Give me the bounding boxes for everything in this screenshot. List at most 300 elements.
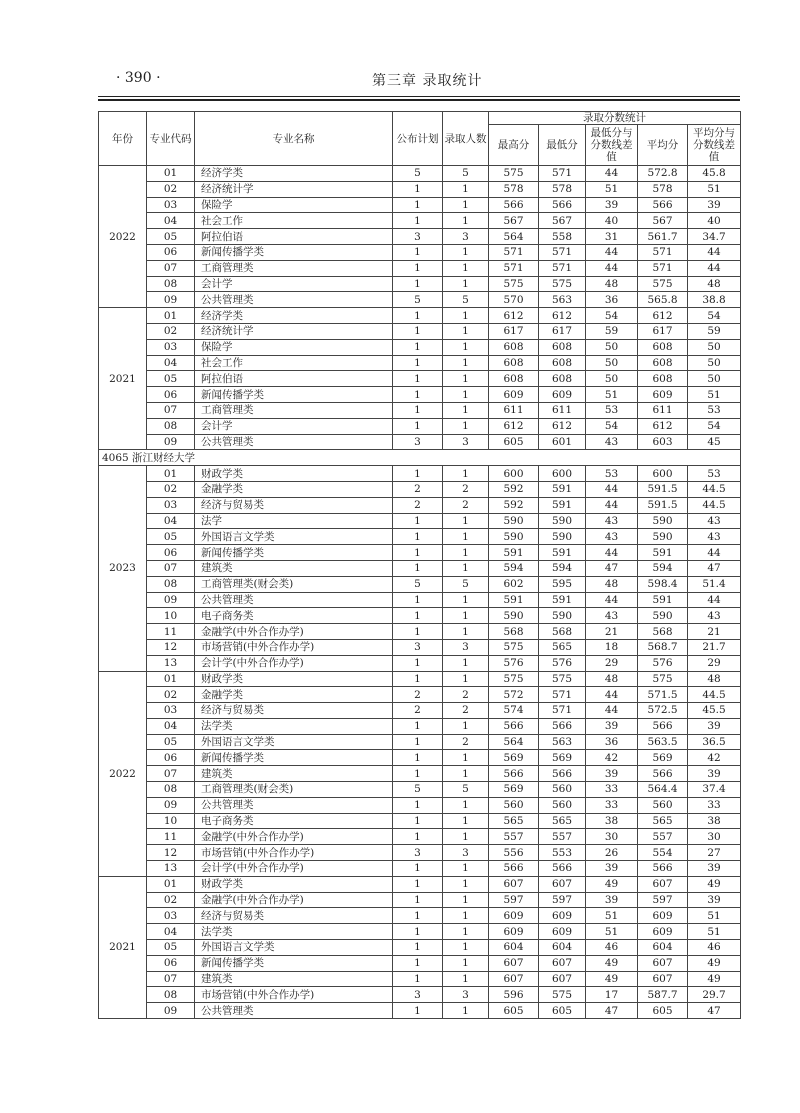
plan-cell: 1 bbox=[393, 545, 443, 561]
table-row bbox=[99, 387, 741, 403]
name-cell: 经济统计学 bbox=[195, 181, 393, 197]
admitted-cell: 2 bbox=[443, 687, 489, 703]
avg-diff-cell: 50 bbox=[688, 355, 741, 371]
min-cell: 575 bbox=[539, 276, 586, 292]
avg-cell: 568.7 bbox=[638, 639, 688, 655]
table-row bbox=[99, 323, 741, 339]
avg-cell: 605 bbox=[638, 1003, 688, 1019]
admitted-cell: 1 bbox=[443, 560, 489, 576]
code-cell: 02 bbox=[147, 323, 195, 339]
code-cell: 01 bbox=[147, 876, 195, 892]
year-cell: 2021 bbox=[99, 308, 147, 450]
admitted-cell: 2 bbox=[443, 703, 489, 719]
code-cell: 08 bbox=[147, 782, 195, 798]
admitted-cell: 1 bbox=[443, 323, 489, 339]
admitted-cell: 1 bbox=[443, 797, 489, 813]
max-cell: 566 bbox=[489, 718, 539, 734]
max-cell: 592 bbox=[489, 481, 539, 497]
avg-cell: 600 bbox=[638, 466, 688, 482]
avg-diff-cell: 43 bbox=[688, 608, 741, 624]
header-rule bbox=[98, 96, 740, 97]
min-cell: 590 bbox=[539, 529, 586, 545]
min-diff-cell: 40 bbox=[586, 213, 638, 229]
min-diff-cell: 44 bbox=[586, 260, 638, 276]
name-cell: 金融学(中外合作办学) bbox=[195, 624, 393, 640]
col-min: 最低分 bbox=[539, 125, 586, 166]
name-cell: 经济统计学 bbox=[195, 323, 393, 339]
min-diff-cell: 44 bbox=[586, 703, 638, 719]
code-cell: 06 bbox=[147, 387, 195, 403]
avg-diff-cell: 54 bbox=[688, 308, 741, 324]
min-cell: 591 bbox=[539, 497, 586, 513]
name-cell: 经济学类 bbox=[195, 166, 393, 182]
avg-cell: 608 bbox=[638, 355, 688, 371]
min-cell: 566 bbox=[539, 766, 586, 782]
max-cell: 612 bbox=[489, 418, 539, 434]
code-cell: 08 bbox=[147, 576, 195, 592]
min-diff-cell: 59 bbox=[586, 323, 638, 339]
plan-cell: 1 bbox=[393, 861, 443, 877]
col-year: 年份 bbox=[99, 112, 147, 166]
name-cell: 外国语言文学类 bbox=[195, 940, 393, 956]
table-row bbox=[99, 655, 741, 671]
name-cell: 金融学类 bbox=[195, 687, 393, 703]
avg-diff-cell: 42 bbox=[688, 750, 741, 766]
min-cell: 558 bbox=[539, 229, 586, 245]
col-min-diff: 最低分与分数线差值 bbox=[586, 125, 638, 166]
plan-cell: 1 bbox=[393, 197, 443, 213]
admitted-cell: 1 bbox=[443, 276, 489, 292]
max-cell: 611 bbox=[489, 402, 539, 418]
code-cell: 03 bbox=[147, 497, 195, 513]
plan-cell: 1 bbox=[393, 181, 443, 197]
plan-cell: 1 bbox=[393, 355, 443, 371]
table-row bbox=[99, 861, 741, 877]
admitted-cell: 1 bbox=[443, 197, 489, 213]
avg-diff-cell: 49 bbox=[688, 971, 741, 987]
avg-cell: 571 bbox=[638, 244, 688, 260]
min-diff-cell: 53 bbox=[586, 402, 638, 418]
name-cell: 财政学类 bbox=[195, 466, 393, 482]
plan-cell: 1 bbox=[393, 971, 443, 987]
max-cell: 602 bbox=[489, 576, 539, 592]
min-cell: 569 bbox=[539, 750, 586, 766]
min-cell: 600 bbox=[539, 466, 586, 482]
min-diff-cell: 43 bbox=[586, 608, 638, 624]
plan-cell: 1 bbox=[393, 529, 443, 545]
min-cell: 571 bbox=[539, 703, 586, 719]
admitted-cell: 3 bbox=[443, 639, 489, 655]
table-row bbox=[99, 181, 741, 197]
code-cell: 06 bbox=[147, 750, 195, 766]
max-cell: 609 bbox=[489, 387, 539, 403]
min-diff-cell: 53 bbox=[586, 466, 638, 482]
admitted-cell: 1 bbox=[443, 339, 489, 355]
max-cell: 571 bbox=[489, 244, 539, 260]
avg-diff-cell: 38 bbox=[688, 813, 741, 829]
table-row bbox=[99, 402, 741, 418]
max-cell: 607 bbox=[489, 971, 539, 987]
max-cell: 560 bbox=[489, 797, 539, 813]
year-cell: 2022 bbox=[99, 166, 147, 308]
table-row bbox=[99, 592, 741, 608]
min-cell: 605 bbox=[539, 1003, 586, 1019]
table-row bbox=[99, 639, 741, 655]
avg-diff-cell: 51 bbox=[688, 924, 741, 940]
min-diff-cell: 44 bbox=[586, 687, 638, 703]
min-cell: 590 bbox=[539, 608, 586, 624]
min-diff-cell: 50 bbox=[586, 371, 638, 387]
avg-cell: 591 bbox=[638, 592, 688, 608]
min-cell: 560 bbox=[539, 782, 586, 798]
avg-diff-cell: 47 bbox=[688, 560, 741, 576]
avg-diff-cell: 38.8 bbox=[688, 292, 741, 308]
table-row bbox=[99, 829, 741, 845]
table-row bbox=[99, 576, 741, 592]
avg-cell: 566 bbox=[638, 861, 688, 877]
name-cell: 金融学(中外合作办学) bbox=[195, 892, 393, 908]
avg-cell: 607 bbox=[638, 955, 688, 971]
avg-diff-cell: 39 bbox=[688, 766, 741, 782]
min-cell: 565 bbox=[539, 813, 586, 829]
max-cell: 609 bbox=[489, 924, 539, 940]
min-diff-cell: 44 bbox=[586, 497, 638, 513]
avg-diff-cell: 46 bbox=[688, 940, 741, 956]
col-admitted: 录取人数 bbox=[443, 112, 489, 166]
name-cell: 会计学 bbox=[195, 276, 393, 292]
table-row bbox=[99, 1003, 741, 1019]
plan-cell: 5 bbox=[393, 782, 443, 798]
avg-cell: 612 bbox=[638, 418, 688, 434]
table-row bbox=[99, 718, 741, 734]
name-cell: 经济学类 bbox=[195, 308, 393, 324]
table-row bbox=[99, 624, 741, 640]
name-cell: 经济与贸易类 bbox=[195, 703, 393, 719]
name-cell: 工商管理类 bbox=[195, 260, 393, 276]
avg-cell: 604 bbox=[638, 940, 688, 956]
avg-cell: 563.5 bbox=[638, 734, 688, 750]
max-cell: 575 bbox=[489, 166, 539, 182]
chapter-title: 第三章 录取统计 bbox=[372, 73, 483, 89]
max-cell: 575 bbox=[489, 276, 539, 292]
name-cell: 社会工作 bbox=[195, 213, 393, 229]
name-cell: 社会工作 bbox=[195, 355, 393, 371]
max-cell: 605 bbox=[489, 1003, 539, 1019]
admitted-cell: 1 bbox=[443, 402, 489, 418]
min-cell: 571 bbox=[539, 260, 586, 276]
avg-diff-cell: 54 bbox=[688, 418, 741, 434]
max-cell: 574 bbox=[489, 703, 539, 719]
max-cell: 608 bbox=[489, 339, 539, 355]
avg-diff-cell: 45.8 bbox=[688, 166, 741, 182]
min-cell: 563 bbox=[539, 734, 586, 750]
min-diff-cell: 30 bbox=[586, 829, 638, 845]
plan-cell: 1 bbox=[393, 955, 443, 971]
plan-cell: 3 bbox=[393, 845, 443, 861]
table-row bbox=[99, 797, 741, 813]
code-cell: 08 bbox=[147, 418, 195, 434]
name-cell: 外国语言文学类 bbox=[195, 734, 393, 750]
name-cell: 新闻传播学类 bbox=[195, 244, 393, 260]
code-cell: 11 bbox=[147, 829, 195, 845]
admitted-cell: 1 bbox=[443, 213, 489, 229]
avg-cell: 571 bbox=[638, 260, 688, 276]
min-diff-cell: 54 bbox=[586, 418, 638, 434]
avg-diff-cell: 37.4 bbox=[688, 782, 741, 798]
min-cell: 575 bbox=[539, 987, 586, 1003]
plan-cell: 1 bbox=[393, 371, 443, 387]
code-cell: 06 bbox=[147, 244, 195, 260]
min-cell: 591 bbox=[539, 592, 586, 608]
name-cell: 财政学类 bbox=[195, 671, 393, 687]
code-cell: 04 bbox=[147, 718, 195, 734]
plan-cell: 2 bbox=[393, 703, 443, 719]
max-cell: 600 bbox=[489, 466, 539, 482]
plan-cell: 1 bbox=[393, 276, 443, 292]
plan-cell: 1 bbox=[393, 671, 443, 687]
col-plan: 公布计划 bbox=[393, 112, 443, 166]
avg-cell: 590 bbox=[638, 513, 688, 529]
min-cell: 578 bbox=[539, 181, 586, 197]
avg-diff-cell: 44 bbox=[688, 260, 741, 276]
admitted-cell: 1 bbox=[443, 513, 489, 529]
code-cell: 02 bbox=[147, 481, 195, 497]
admitted-cell: 1 bbox=[443, 608, 489, 624]
min-diff-cell: 39 bbox=[586, 197, 638, 213]
min-diff-cell: 44 bbox=[586, 592, 638, 608]
table-row bbox=[99, 466, 741, 482]
avg-cell: 609 bbox=[638, 924, 688, 940]
admitted-cell: 5 bbox=[443, 782, 489, 798]
min-diff-cell: 43 bbox=[586, 529, 638, 545]
table-row bbox=[99, 560, 741, 576]
avg-diff-cell: 48 bbox=[688, 671, 741, 687]
min-diff-cell: 51 bbox=[586, 181, 638, 197]
code-cell: 01 bbox=[147, 466, 195, 482]
max-cell: 607 bbox=[489, 876, 539, 892]
admitted-cell: 1 bbox=[443, 750, 489, 766]
table-row bbox=[99, 782, 741, 798]
avg-diff-cell: 39 bbox=[688, 197, 741, 213]
min-diff-cell: 29 bbox=[586, 655, 638, 671]
name-cell: 法学类 bbox=[195, 924, 393, 940]
avg-diff-cell: 53 bbox=[688, 466, 741, 482]
code-cell: 04 bbox=[147, 513, 195, 529]
name-cell: 市场营销(中外合作办学) bbox=[195, 639, 393, 655]
min-diff-cell: 38 bbox=[586, 813, 638, 829]
min-cell: 565 bbox=[539, 639, 586, 655]
year-cell: 2022 bbox=[99, 671, 147, 876]
max-cell: 605 bbox=[489, 434, 539, 450]
table-row bbox=[99, 355, 741, 371]
avg-cell: 607 bbox=[638, 876, 688, 892]
table-row bbox=[99, 292, 741, 308]
avg-cell: 608 bbox=[638, 339, 688, 355]
avg-cell: 572.5 bbox=[638, 703, 688, 719]
table-row bbox=[99, 703, 741, 719]
avg-diff-cell: 51.4 bbox=[688, 576, 741, 592]
table-row bbox=[99, 434, 741, 450]
admitted-cell: 1 bbox=[443, 908, 489, 924]
min-cell: 557 bbox=[539, 829, 586, 845]
max-cell: 575 bbox=[489, 671, 539, 687]
admitted-cell: 1 bbox=[443, 671, 489, 687]
max-cell: 556 bbox=[489, 845, 539, 861]
admitted-cell: 1 bbox=[443, 892, 489, 908]
min-cell: 571 bbox=[539, 166, 586, 182]
plan-cell: 1 bbox=[393, 813, 443, 829]
col-avg: 平均分 bbox=[638, 125, 688, 166]
table-row bbox=[99, 166, 741, 182]
max-cell: 566 bbox=[489, 861, 539, 877]
plan-cell: 1 bbox=[393, 924, 443, 940]
min-cell: 609 bbox=[539, 387, 586, 403]
max-cell: 569 bbox=[489, 782, 539, 798]
min-diff-cell: 48 bbox=[586, 276, 638, 292]
table-row bbox=[99, 750, 741, 766]
admitted-cell: 3 bbox=[443, 845, 489, 861]
plan-cell: 1 bbox=[393, 655, 443, 671]
plan-cell: 1 bbox=[393, 339, 443, 355]
min-diff-cell: 33 bbox=[586, 782, 638, 798]
avg-cell: 561.7 bbox=[638, 229, 688, 245]
min-cell: 611 bbox=[539, 402, 586, 418]
table-row bbox=[99, 197, 741, 213]
name-cell: 经济与贸易类 bbox=[195, 908, 393, 924]
admitted-cell: 5 bbox=[443, 292, 489, 308]
table-row bbox=[99, 687, 741, 703]
min-diff-cell: 17 bbox=[586, 987, 638, 1003]
name-cell: 保险学 bbox=[195, 197, 393, 213]
avg-cell: 590 bbox=[638, 608, 688, 624]
min-diff-cell: 47 bbox=[586, 1003, 638, 1019]
plan-cell: 1 bbox=[393, 766, 443, 782]
admitted-cell: 1 bbox=[443, 387, 489, 403]
code-cell: 04 bbox=[147, 355, 195, 371]
min-diff-cell: 36 bbox=[586, 734, 638, 750]
admitted-cell: 1 bbox=[443, 244, 489, 260]
min-cell: 597 bbox=[539, 892, 586, 908]
max-cell: 612 bbox=[489, 308, 539, 324]
code-cell: 08 bbox=[147, 276, 195, 292]
code-cell: 05 bbox=[147, 371, 195, 387]
avg-cell: 598.4 bbox=[638, 576, 688, 592]
min-cell: 608 bbox=[539, 339, 586, 355]
code-cell: 09 bbox=[147, 434, 195, 450]
name-cell: 新闻传播学类 bbox=[195, 545, 393, 561]
table-row bbox=[99, 481, 741, 497]
avg-cell: 564.4 bbox=[638, 782, 688, 798]
name-cell: 电子商务类 bbox=[195, 813, 393, 829]
avg-diff-cell: 34.7 bbox=[688, 229, 741, 245]
code-cell: 01 bbox=[147, 308, 195, 324]
name-cell: 会计学(中外合作办学) bbox=[195, 655, 393, 671]
table-row bbox=[99, 244, 741, 260]
max-cell: 567 bbox=[489, 213, 539, 229]
min-cell: 553 bbox=[539, 845, 586, 861]
table-row bbox=[99, 940, 741, 956]
avg-diff-cell: 45 bbox=[688, 434, 741, 450]
admitted-cell: 1 bbox=[443, 829, 489, 845]
name-cell: 会计学(中外合作办学) bbox=[195, 861, 393, 877]
avg-diff-cell: 50 bbox=[688, 339, 741, 355]
min-diff-cell: 39 bbox=[586, 718, 638, 734]
avg-diff-cell: 49 bbox=[688, 955, 741, 971]
avg-cell: 557 bbox=[638, 829, 688, 845]
table-row bbox=[99, 608, 741, 624]
avg-cell: 566 bbox=[638, 718, 688, 734]
admitted-cell: 2 bbox=[443, 497, 489, 513]
admitted-cell: 1 bbox=[443, 624, 489, 640]
code-cell: 07 bbox=[147, 260, 195, 276]
avg-cell: 591 bbox=[638, 545, 688, 561]
table-row bbox=[99, 513, 741, 529]
institution-row bbox=[99, 450, 741, 466]
avg-diff-cell: 29 bbox=[688, 655, 741, 671]
min-cell: 571 bbox=[539, 687, 586, 703]
name-cell: 金融学类 bbox=[195, 481, 393, 497]
plan-cell: 1 bbox=[393, 323, 443, 339]
min-diff-cell: 44 bbox=[586, 166, 638, 182]
min-diff-cell: 49 bbox=[586, 971, 638, 987]
min-cell: 612 bbox=[539, 418, 586, 434]
plan-cell: 1 bbox=[393, 1003, 443, 1019]
max-cell: 590 bbox=[489, 513, 539, 529]
code-cell: 09 bbox=[147, 797, 195, 813]
max-cell: 564 bbox=[489, 229, 539, 245]
page-number: · 390 · bbox=[116, 70, 161, 86]
min-cell: 607 bbox=[539, 876, 586, 892]
avg-diff-cell: 27 bbox=[688, 845, 741, 861]
max-cell: 557 bbox=[489, 829, 539, 845]
code-cell: 09 bbox=[147, 592, 195, 608]
name-cell: 电子商务类 bbox=[195, 608, 393, 624]
avg-diff-cell: 39 bbox=[688, 718, 741, 734]
min-diff-cell: 51 bbox=[586, 387, 638, 403]
col-max: 最高分 bbox=[489, 125, 539, 166]
min-diff-cell: 39 bbox=[586, 892, 638, 908]
table-row bbox=[99, 671, 741, 687]
code-cell: 12 bbox=[147, 639, 195, 655]
avg-cell: 569 bbox=[638, 750, 688, 766]
min-diff-cell: 43 bbox=[586, 513, 638, 529]
min-cell: 612 bbox=[539, 308, 586, 324]
admitted-cell: 1 bbox=[443, 924, 489, 940]
avg-diff-cell: 49 bbox=[688, 876, 741, 892]
table-row bbox=[99, 418, 741, 434]
min-diff-cell: 33 bbox=[586, 797, 638, 813]
min-cell: 594 bbox=[539, 560, 586, 576]
avg-diff-cell: 47 bbox=[688, 1003, 741, 1019]
avg-cell: 607 bbox=[638, 971, 688, 987]
max-cell: 596 bbox=[489, 987, 539, 1003]
avg-diff-cell: 44.5 bbox=[688, 497, 741, 513]
plan-cell: 1 bbox=[393, 624, 443, 640]
code-cell: 07 bbox=[147, 560, 195, 576]
min-diff-cell: 54 bbox=[586, 308, 638, 324]
min-diff-cell: 39 bbox=[586, 766, 638, 782]
max-cell: 597 bbox=[489, 892, 539, 908]
avg-diff-cell: 51 bbox=[688, 387, 741, 403]
name-cell: 建筑类 bbox=[195, 971, 393, 987]
code-cell: 03 bbox=[147, 197, 195, 213]
max-cell: 572 bbox=[489, 687, 539, 703]
min-diff-cell: 44 bbox=[586, 545, 638, 561]
avg-diff-cell: 21 bbox=[688, 624, 741, 640]
plan-cell: 1 bbox=[393, 892, 443, 908]
min-diff-cell: 26 bbox=[586, 845, 638, 861]
avg-cell: 608 bbox=[638, 371, 688, 387]
